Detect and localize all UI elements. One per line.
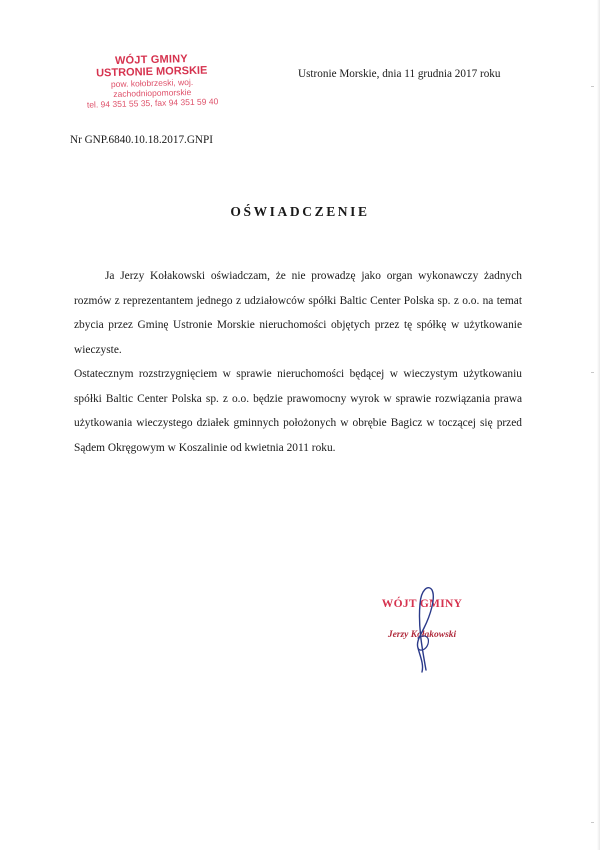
stamp-line-2: USTRONIE MORSKIE bbox=[96, 64, 208, 80]
date-line: Ustronie Morskie, dnia 11 grudnia 2017 roku bbox=[298, 68, 501, 80]
reference-number: Nr GNP.6840.10.18.2017.GNPI bbox=[70, 134, 213, 146]
paragraph-2: Ostatecznym rozstrzygnięciem w sprawie nieruchomości będącej w wieczystym użytkowaniu spółki Baltic Center Polska sp. z o.o. będzie prawomocny wyrok w sprawie rozwiązania prawa użytkowania wieczystego działek gminnych położonych w obrębie Bagicz w toczącej się przed Sądem Okręgowym w Koszalinie od kwietnia 2011 roku. bbox=[74, 368, 522, 454]
scan-edge-mark bbox=[591, 372, 594, 373]
document-title: OŚWIADCZENIE bbox=[230, 204, 370, 219]
office-stamp bbox=[76, 52, 227, 110]
scan-edge-mark bbox=[591, 822, 594, 823]
document-body bbox=[74, 264, 522, 460]
stamp-line-4: tel. 94 351 55 35, fax 94 351 59 40 bbox=[86, 96, 219, 110]
scan-edge-mark bbox=[591, 86, 594, 87]
stamp-line-3: pow. kołobrzeski, woj. zachodniopomorskie bbox=[110, 76, 194, 100]
signature-stamp-title: WÓJT GMINY bbox=[381, 598, 463, 610]
handwritten-signature bbox=[372, 578, 472, 678]
stamp-line-1: WÓJT GMINY bbox=[114, 53, 189, 67]
paragraph-1: Ja Jerzy Kołakowski oświadczam, że nie prowadzę jako organ wykonawczy żadnych rozmów z reprezentantem jednego z udziałowców spółki Baltic Center Polska sp. z o.o. na temat zbycia przez Gminę Ustronie Morskie nieruchomości objętych przez tę spółkę w użytkowanie wieczyste. bbox=[74, 270, 522, 356]
signature-stamp-name: Jerzy Kołakowski bbox=[387, 630, 457, 640]
signature-block bbox=[372, 598, 472, 668]
